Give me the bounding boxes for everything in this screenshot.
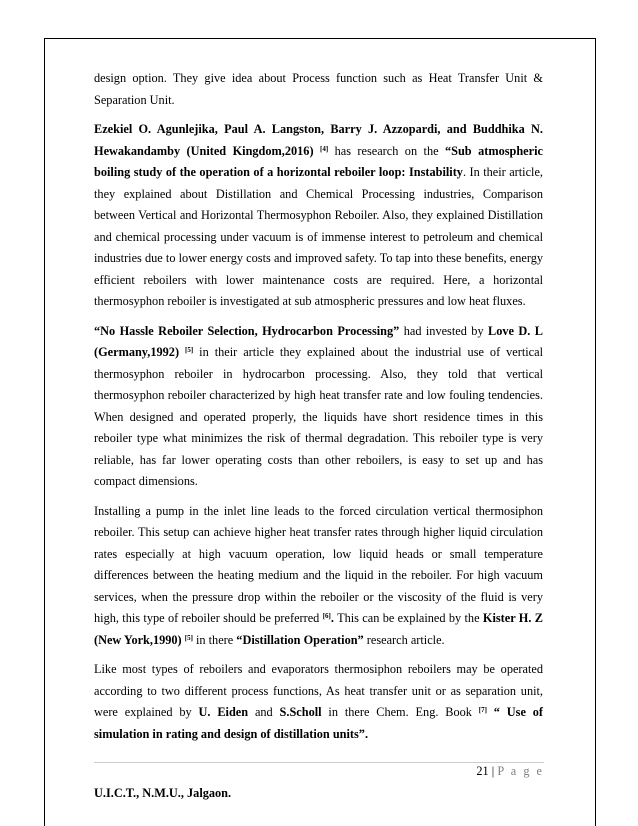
- paragraph-1-text: design option. They give idea about Process function such as Heat Transfer Unit & Separation Unit.: [94, 71, 543, 107]
- reference-marker: [5]: [185, 346, 194, 354]
- paragraph-4-mid: This can be explained by the: [333, 611, 483, 625]
- paragraph-1: [94, 68, 543, 111]
- citation-authors: Ezekiel O. Agunlejika, Paul A. Langston, Barry J. Azzopardi, and Buddhika N. Hewakandamby (United Kingdom,2016): [94, 122, 543, 158]
- paragraph-4-end: research article.: [363, 632, 445, 647]
- footer-institution: U.I.C.T., N.M.U., Jalgaon.: [94, 786, 232, 800]
- document-body: [94, 68, 543, 753]
- page-number-separator: |: [488, 764, 498, 778]
- reference-marker: [7]: [478, 706, 487, 714]
- page-number-value: 21: [476, 764, 489, 778]
- citation-authors: Kister H. Z (New York,1990): [94, 611, 544, 647]
- paragraph-5-mid: in there Chem. Eng. Book: [321, 705, 479, 719]
- citation-title: “ Use of simulation in rating and design of distillation units”.: [94, 705, 543, 741]
- reference-marker: [6]: [322, 612, 331, 620]
- reference-marker: [5]: [184, 633, 193, 642]
- citation-title: “Sub atmospheric boiling study of the operation of a horizontal reboiler loop: Instability: [94, 143, 543, 179]
- period: .: [330, 611, 334, 625]
- paragraph-2-text: has research on the: [328, 143, 445, 158]
- paragraph-4-text: Installing a pump in the inlet line leads to the forced circulation vertical thermosiphon reboiler. This setup can achieve higher heat transfer rates through higher liquid circulation rates especially at high vacuum operation, low liquid heads or small temperature differences between the heating medium and the liquid in the reboiler. For high vacuum services, when the pressure drop within the reboiler or the viscosity of the fluid is very high, this type of reboiler should be preferred: [94, 503, 543, 625]
- paragraph-3-text: had invested by: [399, 323, 489, 338]
- reference-marker: [4]: [319, 144, 329, 153]
- paragraph-3: [94, 321, 543, 493]
- citation-authors: S.Scholl: [279, 705, 322, 719]
- footer-divider: [94, 762, 544, 763]
- citation-title: “Distillation Operation”: [236, 632, 364, 647]
- conjunction: and: [248, 705, 280, 719]
- citation-title: “No Hassle Reboiler Selection, Hydrocarbon Processing”: [94, 323, 400, 338]
- paragraph-4: [94, 501, 543, 652]
- paragraph-5-text: Like most types of reboilers and evaporators thermosiphon reboilers may be operated according to two different process functions, As heat transfer unit or as separation unit, were explained by: [94, 662, 543, 719]
- page-number: [476, 764, 544, 779]
- paragraph-2-body: . In their article, they explained about Distillation and Chemical Processing industries, Comparison between Vertical and Horizontal Thermosyphon Reboiler. Also, they explained Distillation and chemical processing under vacuum is of immense interest to petroleum and chemical industries due to lower energy costs and improved safety. To tap into these benefits, energy efficient reboilers with lower maintenance costs are required. Here, a horizontal thermosyphon reboiler is investigated at sub atmospheric pressures and low heat fluxes.: [94, 165, 543, 308]
- page-label: P a g e: [497, 764, 544, 778]
- paragraph-3-body: in their article they explained about the industrial use of vertical thermosyphon reboiler in hydrocarbon processing. Also, they told that vertical thermosyphon reboiler characterized by high heat transfer rate and low fouling tendencies. When designed and operated properly, the liquids have short residence times in this reboiler type what minimizes the risk of thermal degradation. This reboiler type is very reliable, has far lower operating costs than other reboilers, is easy to set up and has compact dimensions.: [94, 345, 543, 488]
- paragraph-4-mid2: in there: [192, 632, 237, 647]
- paragraph-5: [94, 659, 543, 745]
- citation-authors: Love D. L (Germany,1992): [94, 323, 543, 359]
- paragraph-2: [94, 119, 543, 313]
- citation-authors: U. Eiden: [198, 705, 249, 719]
